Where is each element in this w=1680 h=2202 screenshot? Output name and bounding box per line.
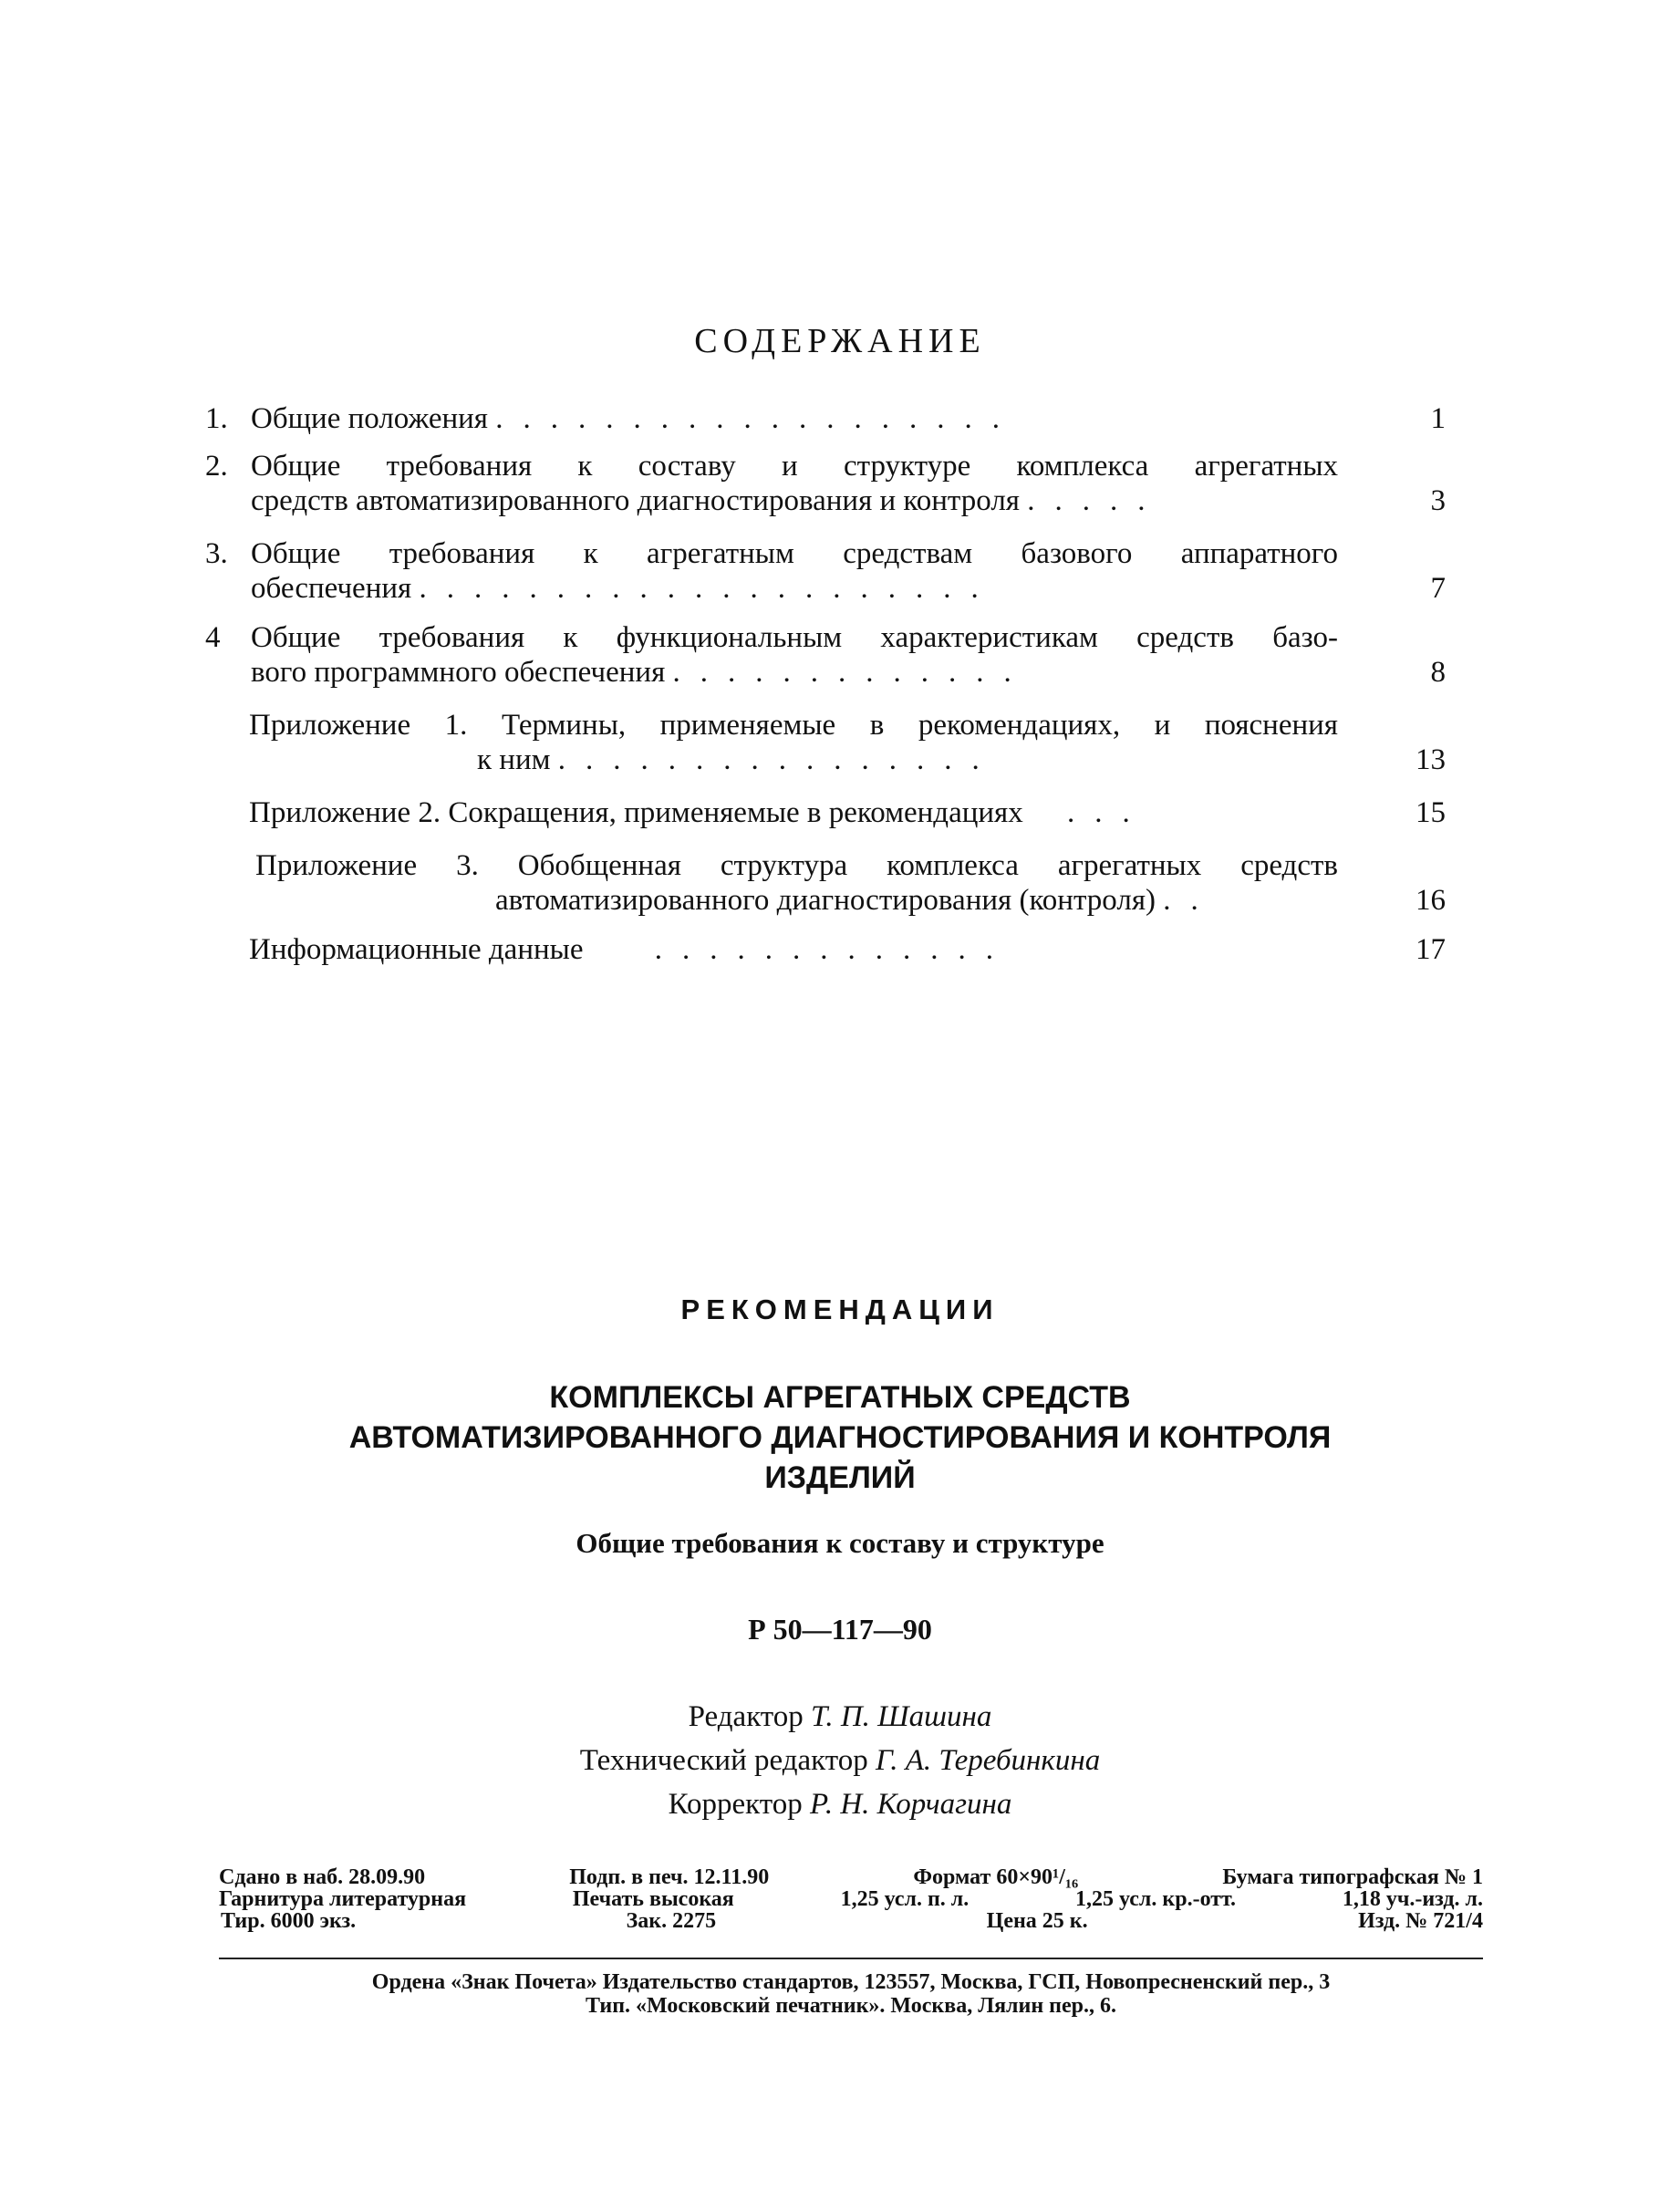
- toc-entry-text: автоматизированного диагностирования (контроля) ..: [495, 884, 1219, 917]
- document-heading-line: АВТОМАТИЗИРОВАННОГО ДИАГНОСТИРОВАНИЯ И КОНТРОЛЯ: [348, 1420, 1332, 1455]
- document-subtitle: Общие требования к составу и структуре: [576, 1527, 1104, 1559]
- imprint-line-2: [219, 1888, 1483, 1910]
- toc-entry-number: 2.: [205, 450, 228, 483]
- toc-entry-page: 8: [1430, 656, 1446, 689]
- imprint-item: Подп. в печ. 12.11.90: [569, 1865, 770, 1889]
- credit-role: Технический редактор: [579, 1744, 868, 1777]
- toc-entry-text: средств автоматизированного диагностирования и контроля .....: [251, 484, 1166, 517]
- credit-proofreader: [0, 1782, 1680, 1826]
- imprint-item: Изд. № 721/4: [1358, 1909, 1483, 1933]
- toc-entry-page: 15: [1416, 796, 1446, 829]
- document-code: Р 50—117—90: [748, 1613, 932, 1646]
- imprint-divider: [219, 1958, 1483, 1959]
- imprint-item: Печать высокая: [572, 1887, 734, 1911]
- credit-role: Редактор: [688, 1700, 804, 1733]
- credit-technical-editor: [0, 1739, 1680, 1782]
- toc-title: СОДЕРЖАНИЕ: [694, 322, 986, 360]
- publisher-info: [219, 1970, 1483, 2018]
- toc-entry-page: 7: [1430, 572, 1446, 605]
- toc-entry-text: Приложение 1. Термины, применяемые в рекомендациях, и пояснения: [249, 709, 1338, 742]
- imprint-item: 1,25 усл. кр.-отт.: [1075, 1887, 1237, 1911]
- printer-line: Тип. «Московский печатник». Москва, Лялин пер., 6.: [585, 1994, 1117, 2018]
- toc-entry-text: Общие положения ...................: [251, 402, 1020, 435]
- credit-role: Корректор: [668, 1788, 803, 1821]
- imprint-item: Гарнитура литературная: [219, 1887, 467, 1911]
- toc-entry-number: 1.: [205, 402, 228, 435]
- toc-entry-page: 16: [1416, 884, 1446, 917]
- imprint-item: Зак. 2275: [626, 1909, 717, 1933]
- toc-entry-number: 4: [205, 621, 221, 654]
- document-heading: [0, 1377, 1680, 1498]
- imprint-item: Формат 60×90¹/₁₆: [913, 1865, 1079, 1889]
- imprint-item: Цена 25 к.: [986, 1909, 1088, 1933]
- toc-entry-text: Приложение 2. Сокращения, применяемые в рекомендациях ...: [249, 796, 1150, 829]
- credit-editor: [0, 1695, 1680, 1739]
- toc-entry-text: Информационные данные .............: [249, 933, 1013, 966]
- imprint-line-1: [219, 1866, 1483, 1888]
- toc-entry-page: 13: [1416, 743, 1446, 776]
- credit-name: Т. П. Шашина: [811, 1700, 992, 1733]
- document-heading-line: ИЗДЕЛИЙ: [764, 1460, 916, 1495]
- toc-entry-text: к ним ................: [477, 743, 1000, 776]
- toc-entry-page: 1: [1430, 402, 1446, 435]
- toc-entry-page: 17: [1416, 933, 1446, 966]
- toc-entry-text: Общие требования к функциональным характеристикам средств базо-: [251, 621, 1338, 654]
- credits: [0, 1695, 1680, 1826]
- imprint-item: 1,18 уч.-изд. л.: [1342, 1887, 1483, 1911]
- toc-entry-text: Приложение 3. Обобщенная структура комплекса агрегатных средств: [255, 849, 1338, 882]
- imprint-line-3: [219, 1910, 1483, 1932]
- toc-entry-text: вого программного обеспечения .............: [251, 656, 1032, 689]
- imprint-item: Бумага типографская № 1: [1222, 1865, 1483, 1889]
- imprint-item: Сдано в наб. 28.09.90: [219, 1865, 426, 1889]
- imprint: [219, 1866, 1483, 1932]
- imprint-item: 1,25 усл. п. л.: [840, 1887, 970, 1911]
- credit-name: Р. Н. Корчагина: [809, 1788, 1012, 1821]
- toc-entry-number: 3.: [205, 537, 228, 570]
- toc-entry-page: 3: [1430, 484, 1446, 517]
- document-type-label: РЕКОМЕНДАЦИИ: [680, 1293, 1000, 1325]
- imprint-item: Тир. 6000 экз.: [221, 1909, 357, 1933]
- credit-name: Г. А. Теребинкина: [875, 1744, 1101, 1777]
- document-heading-line: КОМПЛЕКСЫ АГРЕГАТНЫХ СРЕДСТВ: [549, 1380, 1131, 1415]
- toc-entry-text: Общие требования к составу и структуре комплекса агрегатных: [251, 450, 1338, 483]
- toc-entry-text: Общие требования к агрегатным средствам базового аппаратного: [251, 537, 1338, 570]
- publisher-line: Ордена «Знак Почета» Издательство стандартов, 123557, Москва, ГСП, Новопресненский пер., 3: [371, 1970, 1331, 1994]
- toc-entry-text: обеспечения .....................: [251, 572, 999, 605]
